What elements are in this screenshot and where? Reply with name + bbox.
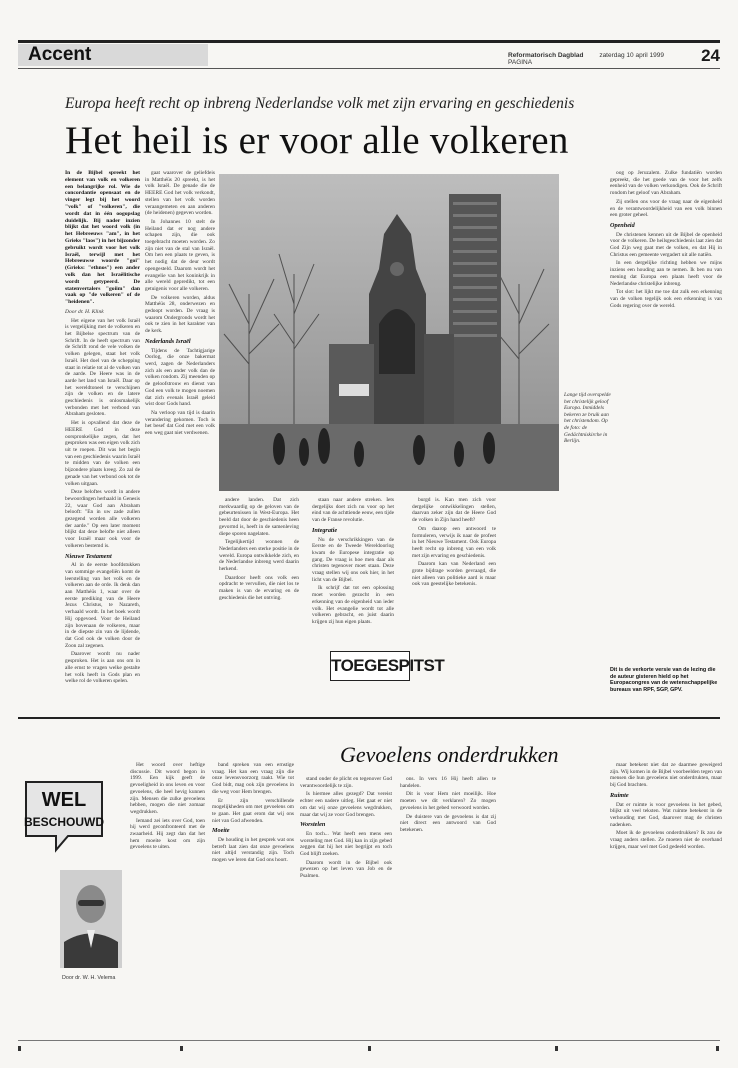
paragraph: Het eigene van het volk Israël is vergelijking met de volkeren en het Bijbelse spectrum van de Schrift. In de heeft spectrum van de Schrift rond de vele volken de volken gelegen, staat het volk Israël. Het doel van de schepping staat in relatie tot al de volken van de aarde. De Heere was in de aarde het land van Israël. Daar op het wereldtoneel te verschijnen zijn de volken en de latere geschiedenis is onlosmakelijk verbonden met het verbond van Abraham gesloten.	[65, 317, 140, 418]
section-label: Accent	[18, 44, 208, 66]
paragraph: Al in de eerste hoofdstukken van sommige evangeliën komt de leerstelling van het volk en de volkeren aan de orde. Ik denk dan aan Matthéüs 1, waar over de eerste prediking van de Heere Jezus Christus, te Nazareth, verhaald wordt. In het boek wordt Hij opgevoed. Voor de Heiland zijn bovenaan de volkeren, maar in de diepste zin van de lijdende, dat God ook de volken door de Zoon zal zegenen.	[65, 562, 140, 649]
paragraph: Daarover wordt nu nader gesproken. Het is aan ons om in alle ernst te vragen welke gestalte het volk heeft in Gods plan en welke rol de volkeren spelen.	[65, 651, 140, 685]
church-photo	[219, 174, 559, 491]
subheading: Ruimte	[610, 791, 629, 799]
page-number: 24	[701, 46, 720, 65]
paper-name: Reformatorisch Dagblad	[508, 52, 584, 59]
lower-column-4	[400, 776, 496, 1036]
registration-mark	[180, 1046, 183, 1051]
paragraph: stand onder de plicht en tegenover God verantwoordelijk te zijn.	[300, 776, 392, 789]
article-column-5	[412, 497, 496, 712]
paragraph: Iemand zei iets over God, toen hij werd geconfronteerd met de zwaarheid. Hij zegt dan dat het hem moeite kost om zijn gevoelens te uiten.	[130, 817, 205, 851]
paragraph: Zij stellen ons voor de vraag naar de eigenheid en de verantwoordelijkheid van een volk binnen een groter geheel.	[610, 198, 722, 219]
paragraph: In Johannes 10 stelt de Heiland dat er nog andere schapen zijn, die ook toegebracht moeten worden. Zo zijn niet van de stal van Israël. Om hen een plaats te geven, is het nodig dat de deur wordt opengesteld. Daarom wordt het evangelie van het koninkrijk in alle wereld gepredikt, tot een getuigenis voor alle volkeren.	[145, 218, 215, 292]
paragraph: Na verloop van tijd is daarin verandering gekomen. Toch is het besef dat God met een volk een weg gaat niet verdwenen.	[145, 409, 215, 437]
wel-beschouwd-logo	[20, 776, 108, 854]
subheading: Moeite	[212, 827, 230, 835]
logo-word-2: BESCHOUWD	[24, 815, 104, 829]
subheading: Worstelen	[300, 821, 326, 829]
article-column-1	[65, 170, 140, 710]
paragraph: Er zijn verschillende mogelijkheden om met gevoelens om te gaan. Het gaat erom dat wij ons niet van God afwenden.	[212, 797, 294, 824]
paragraph: De duistere van de gevoelens is dat zij niet direct een antwoord van God betekenen.	[400, 813, 496, 833]
lower-column-1	[130, 762, 205, 1037]
article-intro: In de Bijbel spreekt het element van volk en volkeren een belangrijke rol. Wie de concordantie opensaat en de vinger legt bij het woord "volk" of "volkeren", die wordt dat in één oogopslag duidelijk. Bij nader inzien blijkt dat het woord volk (in het Hebreeuws "am", in het Grieks "laos") in het bijzonder gebruikt wordt voor het volk Israël, terwijl met het Hebreeuwse woorde "goi" (Grieks: "ethnos") een ander volk dan het Israëlitische wordt getypeerd. De statenvertalers "goiim" dan vaak op "de volkeren" of de "heidenen".	[65, 170, 140, 306]
paragraph: Nu de verschrikkingen van de Eerste en de Tweede Wereldoorlog kwam de Europese integratie op gang. De vraag is hoe men daar als christen tegenover moet staan. Deze vraag stellen wij ons ook hier, in het licht van de Bijbel.	[312, 536, 394, 583]
masthead	[508, 52, 708, 66]
paragraph: andere landen. Dat zich merkwaardig op de geloven van de gebeurtenissen in West-Europa. Het beeld dat door de geschiedenis heen gevormd is, heeft in de samenleving diepe sporen nagelaten.	[219, 497, 299, 537]
article-column-2	[145, 170, 215, 710]
paragraph: Om daarop een antwoord te formuleren, verwijs ik naar de profeet in het Nieuwe Testament. Ook Europa heeft recht op inbreng van een volk met zijn ervaring en geschiedenis.	[412, 525, 496, 559]
portrait-image	[60, 870, 122, 968]
paragraph: maar betekent niet dat ze daarmee geweigerd zijn. Wij komen in de Bijbel voorbeelden tegen van mensen die hun gevoelens niet onderdrukten, maar bij God brachten.	[610, 762, 722, 789]
author-portrait	[60, 870, 122, 968]
registration-mark	[716, 1046, 719, 1051]
paragraph: Het woord over heftige discussie. Dit woord begon in 1999. Een kijk geeft de gevoeligheid in ons leven en voor gevoelens, die heel hevig kunnen zijn. Mensen die zulke gevoelens hebben, mogen die niet zomaar wegdrukken.	[130, 762, 205, 815]
lower-article-title: Gevoelens onderdrukken	[340, 742, 559, 767]
paragraph: De volkeren worden, aldus Matthéüs 28, onderwezen en gedoopt worden. De vraag is waarom Ondergronds wordt het ook te zien in het karakter van de kerk.	[145, 294, 215, 335]
section-divider	[18, 717, 720, 719]
lower-column-2	[212, 762, 294, 1037]
article-kicker: Europa heeft recht op inbreng Nederlandse volk met zijn ervaring en geschiedenis	[65, 95, 575, 112]
paragraph: burgd is. Kan men zich voor dergelijke ontwikkelingen stellen, daarvan zeker zijn dat de Heere God de volken in Zijn hand heeft?	[412, 497, 496, 524]
paragraph: Het is opvallend dat deze de HEERE God in deze oorspronkelijke zegen, dat het gesproken was een eigen volk zich uit te roepen. Dit was het begin van een geschiedenis waarin Israël te midden van de volken een bijzondere plaats kreeg. Zo zal de genade van het verbond ook tot de volken uitgaan.	[65, 420, 140, 487]
paragraph: Daarom wordt in de Bijbel ook gewezen op het leven van Job en de Psalmen.	[300, 859, 392, 880]
paragraph: oog op Jeruzalem. Zulke fundatiën worden gepreekt, die het goede van de voor het zelfs eenheid van de volken verkondigen. Ook de Schrift rondom het geloof van Abraham.	[610, 170, 722, 197]
paragraph: Dit is voor Hem niet moeilijk. Hoe moeten we dit verklaren? Zo mogen gevoelens in het gebed verwoord worden.	[400, 791, 496, 811]
toegespitst-label: TOEGESPITST	[330, 651, 410, 681]
top-rule	[18, 40, 720, 43]
article-headline: Het heil is er voor alle volkeren	[65, 119, 569, 162]
paragraph: In een dergelijke richting hebben we mijns inziens een houding aan te nemen. Ik ben nu van mening dat Europa een plaats heeft voor de Nederlandse christelijke inbreng.	[610, 260, 722, 287]
paragraph: Daardoor heeft ons volk een opdracht te vervullen, die niet los te maken is van de ervaring en de geschiedenis die het ontving.	[219, 574, 299, 601]
registration-mark	[18, 1046, 21, 1051]
paragraph: Daarom kan van Nederland een grote bijdrage worden gevraagd, die niet alleen van politieke aard is maar ook van geestelijke betekenis.	[412, 561, 496, 588]
paragraph: Deze beloftes wordt in andere bewoordingen herhaald in Genesis 22, waar God aan Abraham belooft: "En in uw zade zullen gezegend worden alle volkeren der aarde." Op een later moment blijkt dat deze belofte niet alleen voor Israël maar ook voor de volkeren bestemd is.	[65, 489, 140, 549]
subheading: Nederlands Israël	[145, 337, 191, 345]
article-column-4	[312, 497, 394, 647]
paragraph: En toch... Wat heeft een mens een worsteling met God. Hij kan in zijn gebed zeggen dat hij het niet begrijpt en toch God blijft zoeken.	[300, 830, 392, 858]
paragraph: band spreken van een ernstige vraag. Het kan een vraag zijn die onze levensvoorzorg raakt. Wie tot God bidt, mag ook zijn gevoelens in die weg voor Hem brengen.	[212, 762, 294, 795]
registration-mark	[368, 1046, 371, 1051]
header-underline	[18, 68, 720, 69]
issue-date: zaterdag 10 april 1999	[599, 52, 664, 59]
author-caption: Door dr. W. H. Velema	[62, 975, 116, 981]
paragraph: Ik schrijf dat tot een oplossing moet worden gezocht in een erkenning van de eigenheid van ieder volk. Het evangelie wordt tot alle volkeren gebracht, en juist daarin krijgen zij hun eigen plaats.	[312, 585, 394, 625]
gedachtniskirche-image	[219, 174, 559, 491]
paragraph: Tijdens de Tachtigjarige Oorlog, die onze bakermat werd, zagen de Nederlanders zich als een ander volk dan de volken rondom. Zij meenden op de geloofstrouw en dienst van God een volk te mogen noemen dat zich evenals Israël geleid wist door Gods hand.	[145, 347, 215, 408]
article-byline: Door dr. H. Klink	[65, 308, 104, 315]
paragraph: De christenen kennen uit de Bijbel de openheid voor de volkeren. De heilsgeschiedenis laat zien dat God Zijn weg gaat met de volken, en dat Hij in Christus een gemeente vergadert uit alle natiën.	[610, 231, 722, 258]
paragraph: De houding in het gesprek wat ons betreft laat zien dat onze gevoelens niet altijd verstandig zijn. Toch mogen we leren dat God ons hoort.	[212, 837, 294, 864]
subheading: Integratie	[312, 526, 338, 534]
registration-mark	[555, 1046, 558, 1051]
subheading: Openheid	[610, 221, 635, 229]
photo-caption: Lange tijd overspelde het christelijk geloof Europa. Inmiddels bekeren ze bruik aan het christendom. Op de foto: de Gedächtniskirche in Berlijn.	[564, 392, 611, 445]
article-column-3	[219, 497, 299, 712]
paragraph: ons. In vers 16 Hij heeft allen te handelen.	[400, 776, 496, 789]
paragraph: Dat er ruimte is voor gevoelens in het gebed, blijkt uit veel teksten. Wat ruimte betekent in de verhouding met God, daarover mag de christen nadenken.	[610, 801, 722, 828]
logo-word-1: WEL	[41, 789, 87, 811]
paragraph: Moet ik de gevoelens onderdrukken? Ik zou de vraag anders stellen. Ze moeten niet de overhand krijgen, maar wel met God gedeeld worden.	[610, 830, 722, 850]
footer-rule	[18, 1040, 720, 1041]
paragraph: Tegelijkertijd wonnen de Nederlanders een sterke positie in de wereld. Europa ontwikkelde zich, en de Nederlandse inbreng werd daarin herkend.	[219, 539, 299, 573]
lower-column-5	[610, 762, 722, 1037]
paragraph: Is hiermee alles gezegd? Dat vereist echter een nadere uitleg. Het gaat er niet om dat wij onze gevoelens wegdrukken, maar dat wij ze voor God brengen.	[300, 791, 392, 818]
lecture-note: Dit is de verkorte versie van de lezing die de auteur gisteren hield op het Europacongres van de wetenschappelijke bureaus van RPF, SGP, GPV.	[610, 667, 718, 694]
article-column-6	[610, 170, 722, 660]
lower-column-3	[300, 776, 392, 1036]
paragraph: staan naar andere streken. Iets dergelijks doet zich nu voor op het eind van de achttiende eeuw, een tijde van de Franse revolutie.	[312, 497, 394, 524]
paragraph: gaat waarover de geliefdeis in Matthéüs 20 spreekt, is het volk Israël. De genade die de HEERE God het volk verkondt, stellen van het volk worden veraangemeten en aan anderen (de heidenen) gegeven worden.	[145, 170, 215, 217]
subheading: Nieuwe Testament	[65, 552, 112, 560]
paragraph: Tot slot: het lijkt me toe dat zulk een erkenning van de volken tegelijk ook een erkenning is van Gods regering over de wereld.	[610, 289, 722, 309]
page-label: PAGINA	[508, 59, 533, 66]
